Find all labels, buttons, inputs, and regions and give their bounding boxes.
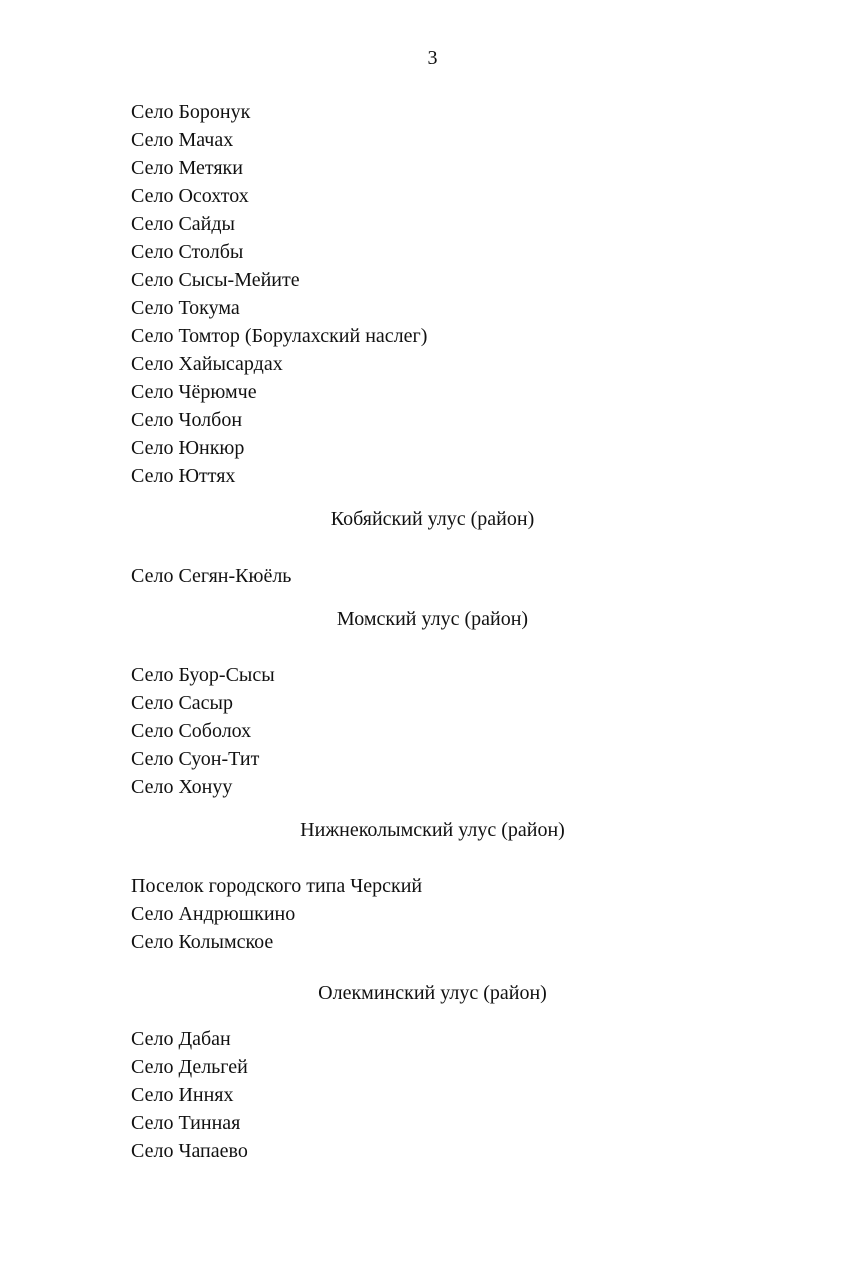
list-item: Село Сайды (131, 213, 235, 235)
list-item: Село Дельгей (131, 1056, 248, 1078)
list-item: Село Осохтох (131, 185, 249, 207)
section-heading: Олекминский улус (район) (318, 982, 547, 1004)
section-heading: Момский улус (район) (336, 608, 529, 630)
section-heading: Кобяйский улус (район) (330, 508, 535, 530)
page-number: 3 (427, 47, 438, 69)
list-item: Село Сасыр (131, 692, 233, 714)
settlement-list (131, 98, 427, 490)
list-item: Село Боронук (131, 101, 251, 123)
list-item: Село Иннях (131, 1084, 234, 1106)
list-item: Село Сегян-Кюёль (131, 565, 292, 587)
list-item: Село Суон-Тит (131, 748, 260, 770)
list-item: Село Хайысардах (131, 353, 283, 375)
list-item: Село Метяки (131, 157, 243, 179)
list-item: Село Буор-Сысы (131, 664, 275, 686)
list-item: Село Колымское (131, 931, 274, 953)
list-item: Село Столбы (131, 241, 244, 263)
settlement-list (131, 1025, 248, 1165)
settlement-list (131, 661, 275, 801)
list-item: Село Сысы-Мейите (131, 269, 300, 291)
section-heading: Нижнеколымский улус (район) (300, 819, 565, 841)
settlement-list (131, 872, 422, 956)
list-item: Село Юттях (131, 465, 236, 487)
list-item: Поселок городского типа Черский (131, 875, 423, 897)
list-item: Село Хонуу (131, 776, 233, 798)
list-item: Село Соболох (131, 720, 252, 742)
list-item: Село Томтор (Борулахский наслег) (131, 325, 428, 347)
list-item: Село Токума (131, 297, 240, 319)
list-item: Село Тинная (131, 1112, 241, 1134)
list-item: Село Юнкюр (131, 437, 245, 459)
list-item: Село Чапаево (131, 1140, 248, 1162)
list-item: Село Чолбон (131, 409, 243, 431)
list-item: Село Чёрюмче (131, 381, 257, 403)
list-item: Село Мачах (131, 129, 234, 151)
list-item: Село Андрюшкино (131, 903, 296, 925)
settlement-list (131, 562, 291, 590)
list-item: Село Дабан (131, 1028, 231, 1050)
